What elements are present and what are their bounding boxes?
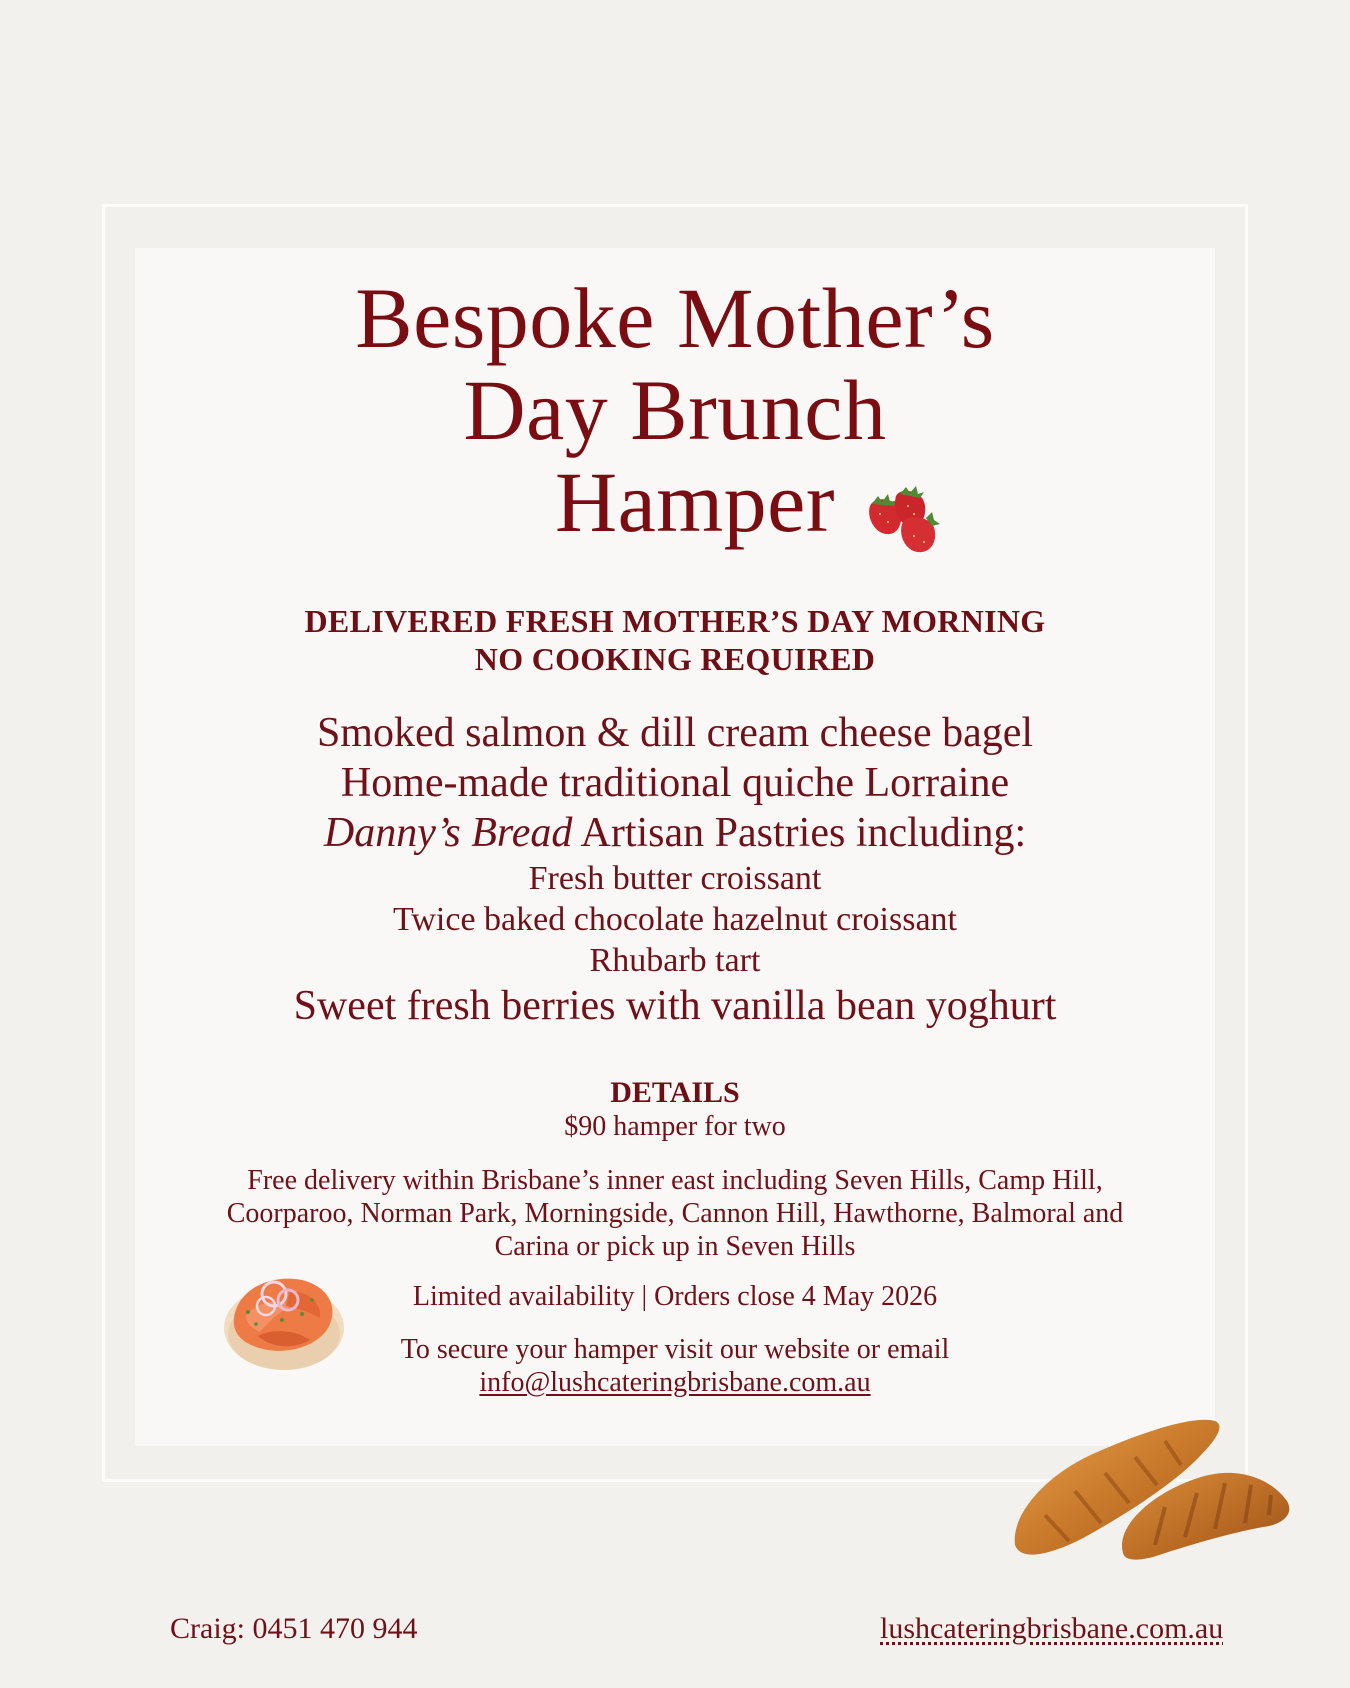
pastries-brand: Danny’s Bread	[323, 810, 573, 856]
pastry-item-croissant: Fresh butter croissant	[528, 860, 822, 897]
title-line-2: Day Brunch	[463, 362, 887, 458]
order-instructions	[0, 1333, 1350, 1399]
details-heading: DETAILS	[610, 1076, 740, 1109]
email-link[interactable]: info@lushcateringbrisbane.com.au	[479, 1367, 871, 1398]
subtitle-line-1: DELIVERED FRESH MOTHER’S DAY MORNING	[304, 603, 1046, 639]
footer-phone[interactable]: Craig: 0451 470 944	[170, 1612, 418, 1645]
menu-item-pastries	[0, 808, 1350, 858]
subtitle-line-2: NO COOKING REQUIRED	[474, 641, 876, 677]
footer-website-link[interactable]: lushcateringbrisbane.com.au	[880, 1612, 1224, 1645]
menu-item-quiche: Home-made traditional quiche Lorraine	[340, 760, 1010, 806]
croissants-image	[1005, 1395, 1295, 1565]
title-line-3: Hamper	[555, 454, 835, 550]
menu-item-berries: Sweet fresh berries with vanilla bean yoghurt	[293, 983, 1057, 1029]
title-line-1: Bespoke Mother’s	[355, 270, 995, 366]
flyer-title	[0, 272, 1350, 548]
delivery-info: Free delivery within Brisbane’s inner east including Seven Hills, Camp Hill, Coorparoo, Norman Park, Morningside, Cannon Hill, Hawthorne, Balmoral and Carina or pick up in Seven Hills	[226, 1165, 1124, 1262]
pastry-item-rhubarb-tart: Rhubarb tart	[589, 942, 761, 979]
pastries-text: Artisan Pastries including:	[572, 810, 1027, 856]
menu-item-bagel: Smoked salmon & dill cream cheese bagel	[316, 710, 1034, 756]
pastry-item-chocolate-croissant: Twice baked chocolate hazelnut croissant	[392, 901, 958, 938]
secure-text: To secure your hamper visit our website or email	[400, 1334, 950, 1365]
delivery-subtitle	[0, 602, 1350, 678]
smoked-salmon-bagel-image	[212, 1258, 352, 1378]
details-price: $90 hamper for two	[564, 1111, 786, 1142]
menu-list	[0, 708, 1350, 1031]
strawberry-icon	[862, 484, 962, 556]
availability-info: Limited availability | Orders close 4 May 2026	[412, 1281, 938, 1312]
